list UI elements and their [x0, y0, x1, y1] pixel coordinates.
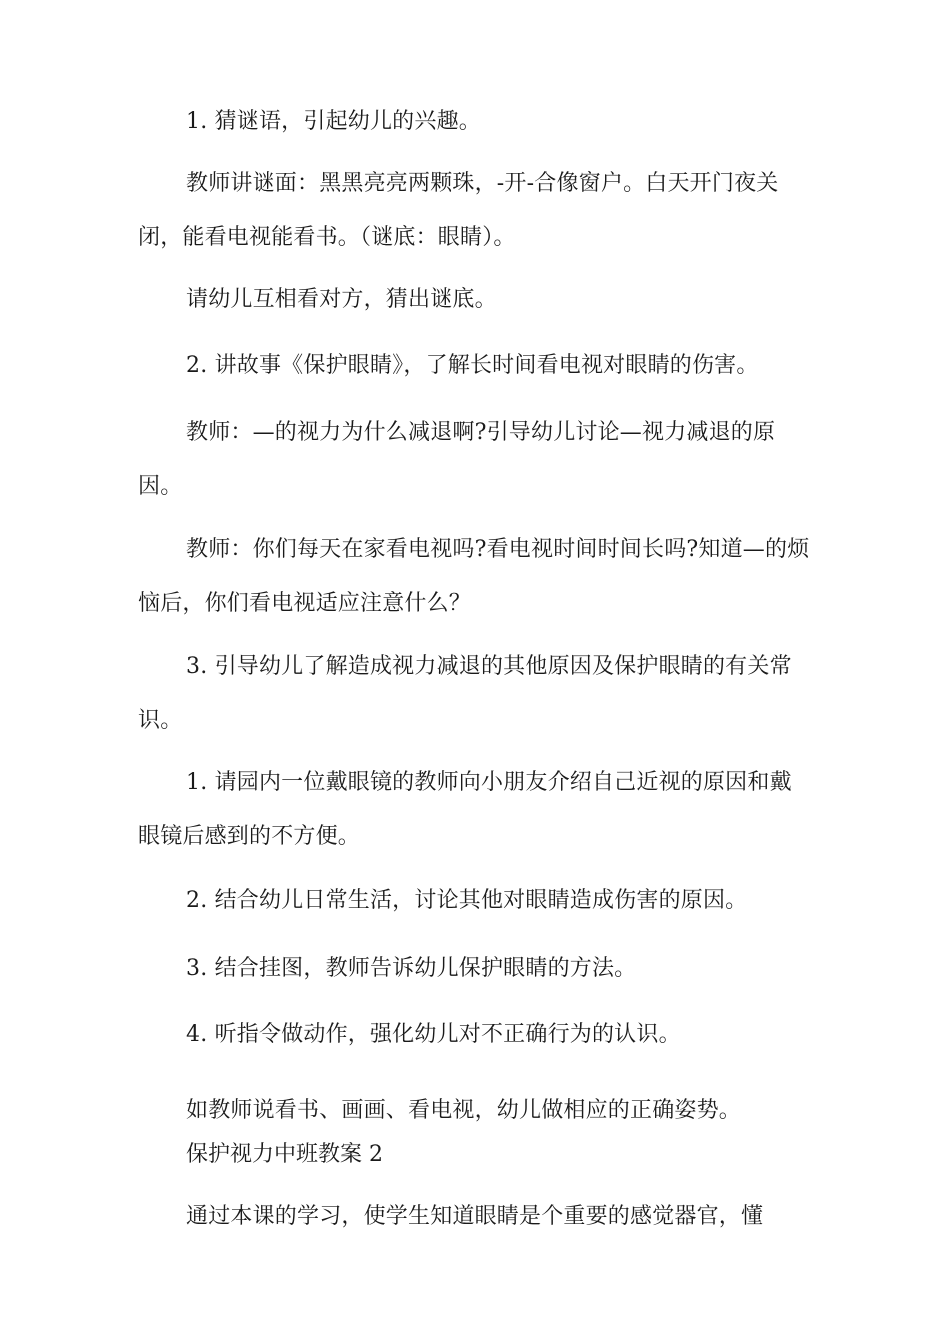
paragraph-8: 1. 请园内一位戴眼镜的教师向小朋友介绍自己近视的原因和戴眼镜后感到的不方便。 — [138, 770, 792, 849]
paragraph-10: 3. 结合挂图，教师告诉幼儿保护眼睛的方法。 — [186, 956, 637, 981]
paragraph-4: 2. 讲故事《保护眼睛》，了解长时间看电视对眼睛的伤害。 — [186, 353, 759, 378]
paragraph-2: 教师讲谜面：黑黑亮亮两颗珠，-开-合像窗户。白天开门夜关闭，能看电视能看书。（谜底：眼睛）。 — [138, 171, 779, 250]
section-title: 保护视力中班教案 2 — [186, 1142, 383, 1167]
closing-paragraph: 通过本课的学习，使学生知道眼睛是个重要的感觉器官，懂 — [186, 1204, 764, 1229]
paragraph-7: 3. 引导幼儿了解造成视力减退的其他原因及保护眼睛的有关常识。 — [138, 654, 792, 733]
paragraph-9: 2. 结合幼儿日常生活，讨论其他对眼睛造成伤害的原因。 — [186, 888, 748, 913]
paragraph-11: 4. 听指令做动作，强化幼儿对不正确行为的认识。 — [186, 1022, 681, 1047]
paragraph-12: 如教师说看书、画画、看电视，幼儿做相应的正确姿势。 — [186, 1098, 742, 1123]
paragraph-6: 教师：你们每天在家看电视吗?看电视时间时间长吗?知道—的烦恼后，你们看电视适应注意什么？ — [138, 537, 810, 616]
paragraph-1: 1. 猜谜语，引起幼儿的兴趣。 — [186, 109, 481, 134]
paragraph-3: 请幼儿互相看对方，猜出谜底。 — [186, 287, 497, 312]
paragraph-5: 教师：—的视力为什么减退啊?引导幼儿讨论—视力减退的原因。 — [138, 420, 776, 499]
